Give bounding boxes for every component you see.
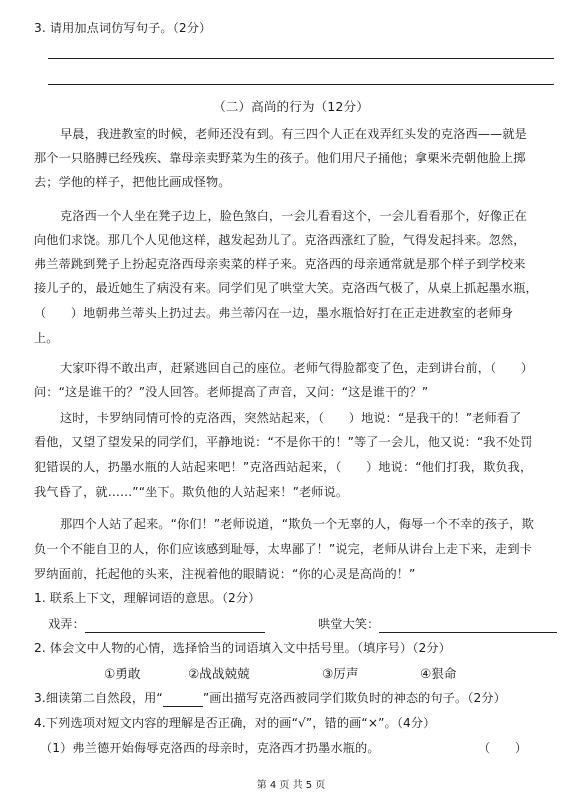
question-3b [34, 690, 554, 707]
passage-line: 我气昏了，就……”“坐下。欺负他的人站起来！”老师说。 [34, 485, 349, 499]
page-footer: 第 4 页 共 5 页 [256, 780, 326, 791]
passage-line: 去；学他的样子，把他比画成怪物。 [34, 175, 231, 189]
question-1-word-1 [48, 616, 265, 633]
section-title: （二）高尚的行为（12分） [213, 99, 369, 114]
answer-blank[interactable] [85, 619, 265, 633]
option-4: ④狠命 [420, 666, 457, 681]
passage-line: 接儿子的，最近她生了病没有来。同学们见了哄堂大笑。克洛西气极了，从桌上抓起墨水瓶， [34, 281, 538, 295]
passage-line: 那个一只胳膊已经残疾、靠母亲卖野菜为生的孩子。他们用尺子捅他；拿栗米壳朝他脸上掷 [34, 151, 526, 165]
question-1-word-2 [318, 616, 557, 633]
answer-line-2 [48, 84, 554, 85]
question-3b-text: ”画出描写克洛西被同学们欺负时的神态的句子。（2分） [202, 691, 506, 705]
question-4-title: 4.下列选项对短文内容的理解是否正确，对的画“√”，错的画“×”。（4分） [34, 716, 436, 730]
answer-blank[interactable] [379, 619, 557, 633]
question-1-title: 1. 联系上下文，理解词语的意思。（2分） [34, 591, 261, 605]
passage-line: 大家吓得不敢出声，赶紧逃回自己的座位。老师气得脸都变了色，走到讲台前，（ ） [60, 361, 534, 375]
passage-line: 这时，卡罗纳同情可怜的克洛西，突然站起来，（ ）地说：“是我干的！”老师看了 [60, 411, 522, 425]
passage-line: 向他们求饶。那几个人见他这样，越发起劲儿了。克洛西涨红了脸，气得发起抖来。忽然， [34, 233, 526, 247]
word-label: 哄堂大笑： [318, 617, 380, 631]
question-4-item-1: （1）弗兰德开始侮辱克洛西的母亲时，克洛西才扔墨水瓶的。 [40, 741, 380, 755]
answer-line-1 [48, 58, 554, 59]
passage-line: 弗兰蒂跳到凳子上扮起克洛西母亲卖菜的样子来。克洛西的母亲通常就是那个样子到学校来 [34, 257, 526, 271]
answer-paren[interactable]: （ ） [478, 741, 528, 755]
passage-line: 那四个人站了起来。“你们！”老师说道，“欺负一个无辜的人，侮辱一个不幸的孩子，欺 [60, 517, 534, 531]
option-3: ③厉声 [322, 666, 359, 681]
underline-sample [163, 693, 203, 707]
passage-line: 早晨，我进教室的时候，老师还没有到。有三四个人正在戏弄红头发的克洛西——就是 [60, 127, 527, 141]
passage-line: 罗纳面前，托起他的头来，注视着他的眼睛说：“你的心灵是高尚的！” [34, 567, 416, 581]
passage-line: 看他，又望了望发呆的同学们，平静地说：“不是你干的！”等了一会儿，他又说：“我不处罚 [34, 435, 533, 449]
passage-line: 问：“这是谁干的？”没人回答。老师提高了声音，又问：“这是谁干的？” [34, 385, 429, 399]
passage-line: 负一个不能自卫的人，你们应该感到耻辱，太卑鄙了！”说完，老师从讲台上走下来，走到卡 [34, 542, 532, 556]
word-label: 戏弄： [48, 617, 85, 631]
passage-line: （ ）地朝弗兰蒂头上扔过去。弗兰蒂闪在一边，墨水瓶恰好打在正走进教室的老师身 [34, 306, 514, 320]
passage-line: 上。 [34, 331, 59, 345]
option-2: ②战战兢兢 [188, 666, 250, 681]
question-2-title: 2. 体会文中人物的心情，选择恰当的词语填入文中括号里。（填序号）（2分） [34, 641, 451, 655]
passage-line: 克洛西一个人坐在凳子边上，脸色煞白，一会儿看看这个，一会儿看看那个，好像正在 [60, 209, 527, 223]
passage-line: 犯错误的人，扔墨水瓶的人站起来吧！”克洛西站起来，（ ）地说：“他们打我，欺负我， [34, 460, 533, 474]
question-3b-text: 3.细读第二自然段，用“ [34, 691, 163, 705]
question-3-title: 3. 请用加点词仿写句子。（2分） [34, 21, 212, 35]
option-1: ①勇敢 [104, 666, 141, 681]
